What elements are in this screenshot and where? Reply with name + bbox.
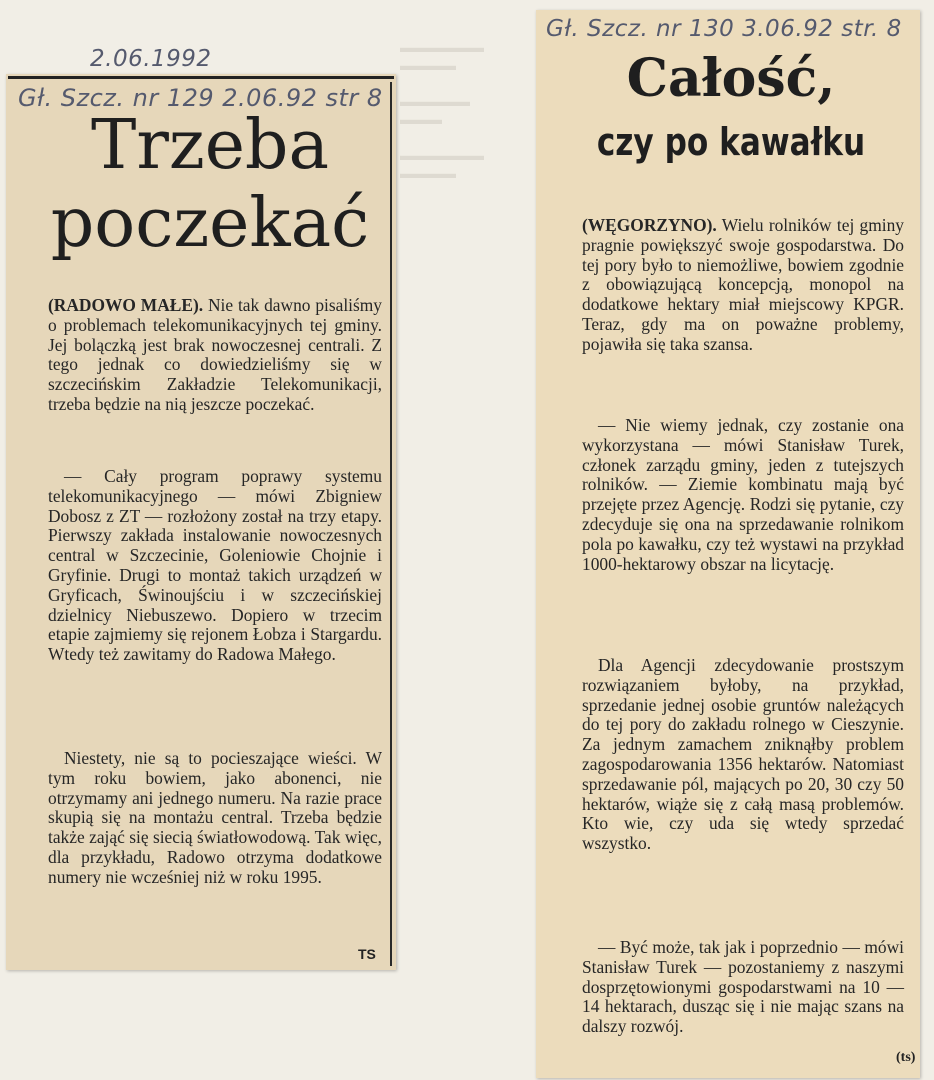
right-signature: (ts): [896, 1050, 916, 1065]
right-paragraph-2: — Nie wiemy jednak, czy zostanie ona wykorzystana — mówi Stanisław Turek, członek zarządu gminy, jeden z tutejszych rolników. — Ziemie kombinatu mają być przejęte przez Agencję. Rodzi się pytanie, czy zdecyduje się ona na sprzedawanie rolnikom pola po kawałku, czy też wystawi na przykład 1000-hektarowy obszar na licytację.: [582, 415, 904, 574]
right-paragraph-3: Dla Agencji zdecydowanie prostszym rozwiązaniem byłoby, na przykład, sprzedanie jednej osobie gruntów należących do tej pory do zakładu rolnego w Cieszynie. Za jednym zamachem zniknąłby problem zagospodarowania 1356 hektarów. Natomiast sprzedawanie pól, mających po 20, 30 czy 50 hektarów, wiąże się z całą masą problemów. Kto wie, czy uda się wtedy sprzedać wszystko.: [582, 655, 904, 854]
right-paragraph-4: — Być może, tak jak i poprzednio — mówi Stanisław Turek — pozostaniemy z naszymi dosprzętowionymi gospodarstwami na 10 — 14 hektarach, dusząc się i nie mając szans na dalszy rozwój.: [582, 937, 904, 1037]
right-paragraph-1-text: Wielu rolników tej gminy pragnie powiększyć swoje gospodarstwa. Do tej pory było to niemożliwe, bowiem zgodnie z obowiązującą koncepcją, monopol na dodatkowe hektary miał miejscowy KPGR. Teraz, gdy ma on poważne problemy, pojawiła się taka szansa.: [582, 215, 904, 354]
right-headline-line1: Całość,: [626, 48, 836, 109]
left-date-stamp: 2.06.1992: [90, 46, 212, 72]
left-paragraph-1-text: Nie tak dawno pisaliśmy o problemach telekomunikacyjnych tej gminy. Jej bolączką jest brak nowoczesnej centrali. Z tego jednak co dowiedzieliśmy się w szczecińskim Zakładzie Telekomunikacji, trzeba będzie na nią jeszcze poczekać.: [48, 295, 382, 414]
left-paragraph-2: — Cały program poprawy systemu telekomunikacyjnego — mówi Zbigniew Dobosz z ZT — rozłożony został na trzy etapy. Pierwszy zakłada instalowanie nowoczesnych central w Szczecinie, Goleniowie Chojnie i Gryfinie. Drugi to montaż takich urządzeń w Gryficach, Świnoujściu i w szczecińskiej dzielnicy Niebuszewo. Dopiero w trzecim etapie zajmiemy się rejonem Łobza i Stargardu. Wtedy też zawitamy do Radowa Małego.: [48, 466, 382, 665]
left-headline-line2: poczekać: [50, 184, 370, 263]
left-signature: TS: [358, 946, 376, 962]
right-handwritten-note: Gł. Szcz. nr 130 3.06.92 str. 8: [546, 16, 902, 42]
left-paragraph-3: Niestety, nie są to pocieszające wieści. W tym roku bowiem, jako abonenci, nie otrzymamy ani jednego numeru. Na razie prace skupią się na montażu central. Trzeba będzie także zająć się siecią światłowodową. Tak więc, dla przykładu, Radowo otrzyma dodatkowe numery nie wcześniej niż w roku 1995.: [48, 748, 382, 887]
background-bleed: ▬▬▬▬▬▬ ▬▬▬▬ ▬▬▬▬▬ ▬▬▬ ▬▬▬▬▬▬ ▬▬▬▬: [400, 41, 484, 182]
left-top-rule: [8, 76, 394, 79]
left-paragraph-1: [48, 296, 382, 415]
right-headline-line2: czy po kawałku: [596, 120, 866, 164]
left-headline-line1: Trzeba: [91, 106, 329, 185]
left-handwritten-note: Gł. Szcz. nr 129 2.06.92 str 8: [18, 84, 383, 112]
right-lead-dateline: (WĘGORZYNO).: [582, 215, 717, 235]
left-lead-dateline: (RADOWO MAŁE).: [48, 295, 204, 315]
right-paragraph-1: [582, 216, 904, 355]
left-right-rule: [390, 82, 392, 966]
